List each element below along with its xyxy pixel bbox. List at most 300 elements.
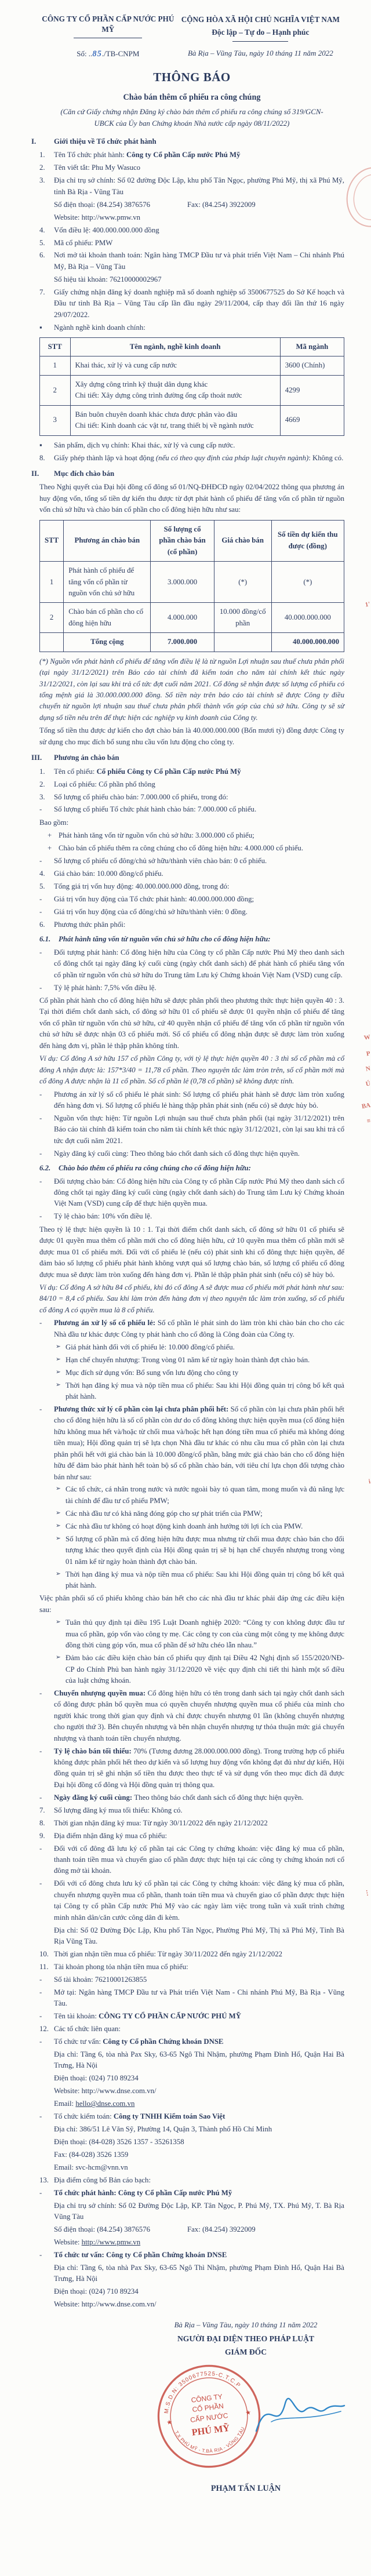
- table-header-cell: Số lượng cổ phần chào bán (cổ phần): [151, 520, 214, 561]
- list-marker: ➢: [56, 1654, 61, 1661]
- text-run: Tên tài khoản:: [54, 2012, 99, 2021]
- table-cell: 40.000.000.000: [271, 633, 344, 652]
- table-header-cell: STT: [40, 520, 64, 561]
- list-marker: 5.: [39, 882, 45, 891]
- text-run: Số điện thoại: (84.254) 3876576: [54, 2225, 150, 2234]
- paragraph-text: [54, 453, 344, 464]
- paragraph-text: [66, 1521, 344, 1532]
- paragraph: [56, 1355, 344, 1366]
- text-run: Website: http://www.dnse.com.vn/: [54, 2300, 157, 2309]
- paragraph-text: [54, 2299, 344, 2310]
- text-run: Ngày đăng ký cuối cùng:: [54, 1793, 134, 1802]
- paragraph: [39, 766, 344, 777]
- text-run: Nguồn vốn thực hiện: Từ nguồn Lợi nhuận sau thuế chưa phân phối (tại ngày 31/12/2021) trên Báo cáo tài chính đã kiểm toán cho năm tài chính kết thúc ngày 31/12/2021, còn lại sau khi trả cổ tức đợt cuối năm 2021.: [54, 1114, 344, 1145]
- paragraph: [39, 1282, 344, 1316]
- paragraph-text: [54, 2024, 344, 2035]
- text-run: Tài khoản phong tỏa nhận tiền mua cổ phiếu:: [54, 1962, 188, 1971]
- document-subtitle: Chào bán thêm cổ phiếu ra công chúng: [123, 92, 261, 102]
- list-marker: +: [48, 844, 52, 853]
- paragraph-text: [54, 919, 344, 930]
- list-marker: 11.: [39, 1962, 49, 1971]
- paragraph-text: [54, 779, 344, 790]
- paragraph-text: [54, 199, 344, 210]
- paragraph: [39, 995, 344, 1051]
- margin-stamp-fragment: Ú: [365, 1080, 371, 1088]
- text-run: http://www.pmw.vn: [81, 2238, 141, 2247]
- section-heading: [31, 136, 344, 147]
- table-cell: Xây dựng công trình kỹ thuật dân dụng khác Chi tiết: Xây dựng công trình đường ống cấp thoát nước: [70, 375, 280, 405]
- text-run: Ngày đăng ký cuối cùng: Theo thông báo chốt danh sách cổ đông thực hiện quyền.: [54, 1149, 300, 1158]
- text-run: Giá trị vốn huy động của cổ đông/chủ sở hữu/thành viên: 0 đồng.: [54, 907, 248, 916]
- list-marker: 6.2.: [39, 1164, 51, 1173]
- document-number-suffix: ./TB-CNPM: [101, 49, 140, 58]
- table-cell: (*): [214, 562, 271, 603]
- paragraph: [39, 725, 344, 748]
- paragraph-text: [39, 483, 344, 514]
- paragraph-text: [54, 983, 344, 994]
- text-run: Địa điểm nhận đăng ký mua cổ phiếu:: [54, 1831, 168, 1840]
- list-marker: I.: [31, 137, 37, 146]
- paragraph: [54, 2262, 344, 2285]
- paragraph: [39, 894, 344, 905]
- paragraph: [39, 238, 344, 249]
- paragraph: [39, 947, 344, 981]
- paragraph: [54, 2086, 344, 2097]
- text-run: Giấy phép thành lập và hoạt động: [54, 453, 156, 462]
- paragraph: [39, 983, 344, 994]
- paragraph-text: [54, 1211, 344, 1222]
- paragraph: [39, 1148, 344, 1159]
- table-header-cell: Tên ngành, nghề kinh doanh: [70, 338, 280, 356]
- table-row: [40, 375, 344, 405]
- paragraph: [39, 1113, 344, 1147]
- table-cell: 3600 (Chính): [280, 356, 344, 375]
- text-run: Các tổ chức, cá nhân trong nước và nước ngoài bày tỏ quan tâm, mong muốn và đủ năng lực tài chính để đầu tư cổ phiếu PMW;: [66, 1485, 344, 1505]
- margin-stamp-fragment: [341, 162, 371, 232]
- paragraph-text: [54, 2111, 344, 2122]
- document-legal-note: (Căn cứ Giấy chứng nhận Đăng ký chào bán thêm cổ phiếu ra công chúng số 319/GCN-UBCK của Ủy ban Chứng khoán Nhà nước cấp ngày 08/11/2022): [60, 108, 323, 128]
- text-run: Tỷ lệ phát hành: 7,5% vốn điều lệ.: [54, 983, 157, 992]
- text-run: 70% (Tương đương 28.000.000.000 đồng). Trong trường hợp cổ phiếu không được phân phối hết theo dự kiến và số lượng huy động vốn không đạt đủ như dự kiến, Hội đồng quản trị sẽ ghi nhận số tiền thu được theo thực tế và sử dụng vốn theo mục đích đã được Đại hội đồng cổ đông và Hội đồng quản trị thông qua.: [54, 1747, 344, 1789]
- list-marker: -: [39, 907, 42, 916]
- margin-stamp-fragment: N: [365, 1065, 371, 1073]
- text-run: (nếu có theo quy định của pháp luật chuyên ngành): [155, 453, 309, 462]
- text-run: Tỷ lệ chào bán tối thiểu:: [54, 1747, 134, 1755]
- paragraph: [39, 792, 344, 803]
- text-run: Cổ phiếu Công ty Cổ phần Cấp nước Phú Mỹ: [96, 767, 241, 776]
- text-run: Cổ phần phát hành cho cổ đông hiện hữu sẽ được phân phối theo phương thức thực hiện quyền 40 : 3. Tại thời điểm chốt danh sách, cổ đông sở hữu 01 cổ phiếu sẽ được 01 quyền nhận cổ phiếu để tăng vốn cổ phần từ nguồn vốn chủ sở hữu, cứ 40 quyền nhận cổ phiếu để tăng vốn cổ phần từ nguồn vốn chủ sở hữu sẽ được nhận 03 cổ phiếu mới. Số cổ phiếu cổ đông nhận được sẽ được làm tròn xuống đến hàng đơn vị, phần lẻ thập phân không tính.: [39, 996, 344, 1050]
- list-marker: -: [39, 1405, 42, 1413]
- paragraph-text: [54, 1688, 344, 1744]
- table-cell: Bán buôn chuyên doanh khác chưa được phân vào đâu Chi tiết: Kinh doanh các vật tư, trang thiết bị về ngành nước: [70, 405, 280, 435]
- table-cell: 7.000.000: [151, 633, 214, 652]
- paragraph: [39, 868, 344, 879]
- text-run: Tên viết tắt: Phu My Wasuco: [54, 163, 141, 172]
- list-marker: 7.: [39, 1806, 45, 1814]
- paragraph-text: [66, 1508, 344, 1519]
- paragraph: [39, 1987, 344, 2010]
- table-row: [40, 603, 344, 633]
- paragraph-text: [54, 907, 344, 918]
- text-run: : Không có.: [308, 453, 344, 462]
- text-run: Giá phát hành đối với cổ phiếu lẻ: 10.000 đồng/cổ phiếu.: [66, 1342, 235, 1351]
- paragraph-text: [54, 1843, 344, 1877]
- table-header-cell: STT: [40, 338, 71, 356]
- text-run: Theo thông báo chốt danh sách cổ đông thực hiện quyền.: [134, 1793, 304, 1802]
- text-run: Fax: (84.254) 3922009: [187, 2225, 256, 2234]
- paragraph: [39, 1053, 344, 1087]
- text-run: hello@dnse.com.vn: [75, 2100, 135, 2108]
- list-marker: ➢: [56, 1486, 61, 1493]
- text-run: Tổ chức kiểm toán:: [54, 2112, 114, 2121]
- paragraph: [39, 1089, 344, 1112]
- text-run: Vốn điều lệ: 400.000.000.000 đồng: [54, 225, 159, 234]
- list-marker: II.: [31, 470, 39, 478]
- text-run: Website: http://www.pmw.vn: [54, 213, 141, 221]
- text-run: Phát hành tăng vốn từ nguồn vốn chủ sở hữu cho cổ đông hiện hữu:: [59, 935, 271, 944]
- paragraph: [39, 175, 344, 198]
- signature-position: GIÁM ĐỐC: [224, 2347, 267, 2356]
- table-cell: 3.000.000: [151, 562, 214, 603]
- text-run: Thời hạn đăng ký mua và nộp tiền mua cổ phiếu: Sau khi Hội đồng quản trị công bố kết quả phát hành.: [66, 1570, 344, 1589]
- paragraph: [39, 150, 344, 161]
- list-marker: -: [39, 2188, 42, 2197]
- text-run: Địa chỉ: 386/51 Lê Văn Sỹ, Phường 14, Quận 3, Thành phố Hồ Chí Minh: [54, 2125, 272, 2134]
- paragraph: [39, 250, 344, 272]
- paragraph: [39, 1792, 344, 1803]
- paragraph: [39, 453, 344, 464]
- table-row: [40, 405, 344, 435]
- list-marker: 10.: [39, 1950, 49, 1959]
- document-number-prefix: Số: ..: [77, 49, 93, 58]
- paragraph: [56, 1653, 344, 1686]
- text-run: Số lượng cổ phiếu Tổ chức phát hành chào bán: 7.000.000 cổ phiếu.: [54, 805, 257, 814]
- table-header-cell: Số tiền dự kiến thu được (đồng): [271, 520, 344, 561]
- paragraph: [56, 1484, 344, 1507]
- paragraph: [54, 2137, 344, 2148]
- list-marker: 6.1.: [39, 935, 51, 944]
- paragraph-text: [59, 843, 344, 854]
- text-run: Ví dụ: Cổ đông A sở hữu 84 cổ phiếu, khi đó cổ đông A sẽ được mua cổ phiếu mới phát hành như sau: 84/10 = 8,4 cổ phiếu. Sau khi làm tròn đến hàng đơn vị theo nguyên tắc làm tròn xuống, số cổ phiếu cổ đông A có quyền mua là 8 cổ phiếu.: [39, 1283, 344, 1314]
- table-cell: (*): [271, 562, 344, 603]
- text-run: Công ty TNHH Kiểm toán Sao Việt: [113, 2112, 225, 2121]
- paragraph-text: [54, 162, 344, 173]
- list-marker: 6.: [39, 251, 45, 260]
- paragraph-text: [54, 894, 344, 905]
- paragraph: [54, 1925, 344, 1948]
- text-run: Số điện thoại: (84.254) 3876576: [54, 200, 150, 209]
- text-run: Tổ chức tư vấn: Công ty Cổ phần Chứng khoán DNSE: [54, 2251, 227, 2260]
- table-cell: 4.000.000: [151, 603, 214, 633]
- text-run: Giá chào bán: 10.000 đồng/cổ phiếu.: [54, 869, 163, 878]
- text-run: Website:: [54, 2238, 82, 2247]
- text-run: Tuân thủ quy định tại điều 195 Luật Doanh nghiệp 2020: “Công ty con không được đầu tư mua cổ phần, góp vốn vào công ty mẹ. Các công ty con của cùng một công ty mẹ không được đồng thời cùng góp vốn, mua cổ phần để sở hữu chéo lẫn nhau.”: [66, 1618, 344, 1650]
- signature-block: [39, 2320, 344, 2495]
- subsection-heading: [39, 1163, 344, 1174]
- header-divider: [232, 41, 288, 42]
- offering-plan-table: [39, 520, 344, 652]
- list-marker: ➢: [56, 1343, 61, 1350]
- paragraph: [54, 2098, 344, 2109]
- signature-column: [147, 2320, 344, 2495]
- paragraph-text: [54, 766, 344, 777]
- table-cell: Tổng cộng: [64, 633, 151, 652]
- text-run: Mã cổ phiếu: PMW: [54, 238, 113, 247]
- text-run: Các nhà đầu tư không có hoạt động kinh doanh ảnh hưởng tới lợi ích của PMW.: [66, 1522, 303, 1530]
- paragraph: [39, 1211, 344, 1222]
- list-marker: 1.: [39, 767, 45, 776]
- paragraph: [39, 1593, 344, 1616]
- paragraph: [39, 162, 344, 173]
- list-marker: 2.: [39, 163, 45, 172]
- list-marker: -: [39, 948, 42, 956]
- paragraph-text: [54, 2073, 344, 2084]
- paragraph-text: [66, 1342, 344, 1353]
- paragraph-text: [54, 804, 344, 815]
- stamp-company-line2: CỔ PHẦN: [191, 2402, 224, 2414]
- margin-stamp-fragment: ⋮: [363, 1889, 371, 1897]
- list-marker: ➢: [56, 1509, 61, 1516]
- text-run: Hạn chế chuyển nhượng: Trong vòng 01 năm kể từ ngày hoàn thành đợt chào bán.: [66, 1355, 310, 1364]
- paragraph-text: [54, 2262, 344, 2285]
- paragraph: [54, 2286, 344, 2297]
- list-marker: -: [39, 2037, 42, 2046]
- national-motto: Độc lập – Tự do – Hạnh phúc: [212, 28, 310, 37]
- text-run: Việc phân phối số cổ phiếu không chào bán hết cho các nhà đầu tư khác phải đáp ứng các điều kiện sau:: [39, 1594, 344, 1614]
- text-run: Bao gồm:: [39, 818, 69, 827]
- text-run: Email: svc-hcm@vnn.vn: [54, 2163, 128, 2171]
- national-title: CỘNG HÒA XÃ HỘI CHỦ NGHĨA VIỆT NAM: [181, 15, 340, 24]
- text-run: Thời hạn đăng ký mua và nộp tiền mua cổ phiếu: Sau khi Hội đồng quản trị công bố kết quả phát hành.: [66, 1381, 344, 1400]
- list-marker: 8.: [39, 453, 45, 462]
- list-marker: 8.: [39, 1818, 45, 1827]
- signature-place-date: Bà Rịa – Vũng Tàu, ngày 10 tháng 11 năm 2022: [174, 2320, 318, 2329]
- table-row: [40, 633, 344, 652]
- text-run: Đối tượng phát hành: Cổ đông hiện hữu của Công ty cổ phần Cấp nước Phú Mỹ theo danh sách cổ đông chốt tại ngày đăng ký cuối cùng (ngày chốt danh sách) để phát hành cổ phiếu tăng vốn cổ phần từ nguồn vốn chủ sở hữu do Trung tâm Lưu ký Chứng khoán Việt Nam (VSD) cung cấp.: [54, 948, 344, 979]
- text-run: Website: http://www.dnse.com.vn/: [54, 2087, 157, 2095]
- table-cell: 1: [40, 356, 71, 375]
- text-run: Phương thức xử lý cổ phần còn lại chưa phân phối hết:: [54, 1405, 231, 1413]
- handwritten-number: 85: [92, 49, 102, 59]
- paragraph: [39, 1224, 344, 1280]
- table-cell: Chào bán cổ phần cho cổ đông hiện hữu: [64, 603, 151, 633]
- text-run: Công ty Cổ phần Cấp nước Phú Mỹ: [126, 151, 241, 159]
- paragraph-text: [66, 1367, 344, 1378]
- paragraph: [39, 2188, 344, 2199]
- paragraph: [39, 1878, 344, 1923]
- paragraph-text: [39, 1054, 344, 1085]
- table-cell: [40, 633, 64, 652]
- section-heading: [31, 752, 344, 763]
- text-run: Mục đích sử dụng vốn: Bổ sung vốn lưu động cho công ty: [66, 1368, 239, 1377]
- list-marker: -: [39, 857, 42, 865]
- list-marker: -: [39, 1319, 42, 1327]
- table-row: [40, 356, 344, 375]
- issuer-header-block: [39, 14, 177, 60]
- list-marker: 2.: [39, 780, 45, 788]
- table-cell: 2: [40, 603, 64, 633]
- paragraph: [39, 225, 344, 236]
- table-cell: Khai thác, xử lý và cung cấp nước: [70, 356, 280, 375]
- paragraph-text: [54, 440, 344, 451]
- paragraph-text: [54, 2036, 344, 2047]
- paragraph-text: [54, 1176, 344, 1210]
- paragraph: [39, 1962, 344, 1973]
- list-marker: ➢: [56, 1381, 61, 1388]
- stamp-company-line1: CÔNG TY: [190, 2392, 223, 2405]
- paragraph: [39, 1404, 344, 1483]
- list-marker: -: [39, 895, 42, 904]
- paragraph-text: [54, 150, 344, 161]
- table-cell: 1: [40, 562, 64, 603]
- list-marker: -: [39, 1844, 42, 1853]
- paragraph-text: [54, 2237, 344, 2248]
- list-marker: 7.: [39, 288, 45, 296]
- paragraph-text: [54, 2175, 344, 2186]
- text-run: Các tổ chức liên quan:: [54, 2025, 121, 2033]
- paragraph-text: [54, 1831, 344, 1842]
- text-run: Chào bán cổ phiếu thêm ra công chúng cho cổ đông hiện hữu: 4.000.000 cổ phiếu.: [59, 844, 304, 853]
- paragraph: [39, 1176, 344, 1210]
- paragraph-text: [54, 1925, 344, 1948]
- paragraph: [54, 2299, 344, 2310]
- paragraph: [54, 2124, 344, 2135]
- paragraph: [39, 1949, 344, 1960]
- list-marker: -: [39, 2251, 42, 2260]
- paragraph-text: [54, 2124, 344, 2135]
- list-marker: -: [39, 805, 42, 814]
- list-marker: 1.: [39, 151, 45, 159]
- paragraph-text: [66, 1380, 344, 1403]
- table-header-cell: Giá chào bán: [214, 520, 271, 561]
- table-header-cell: Mã ngành: [280, 338, 344, 356]
- paragraph-text: [59, 934, 344, 945]
- margin-stamp-fragment: i: [368, 1478, 371, 1486]
- text-run: Địa điểm công bố Bản cáo bạch:: [54, 2175, 151, 2184]
- paragraph-text: [54, 274, 344, 285]
- text-run: Tên cổ phiếu:: [54, 767, 97, 776]
- paragraph-text: [39, 1225, 344, 1279]
- margin-stamp-fragment: BA: [361, 1101, 371, 1111]
- list-marker: +: [48, 831, 52, 840]
- text-run: Nơi mở tài khoản thanh toán: Ngân hàng TMCP Đầu tư và phát triển Việt Nam – Chi nhánh Phú Mỹ, Bà Rịa – Vũng Tàu: [54, 251, 344, 271]
- paragraph: [39, 2011, 344, 2022]
- subsection-heading: [39, 934, 344, 945]
- paragraph-text: [54, 225, 344, 236]
- paragraph-text: [39, 1594, 344, 1613]
- paragraph-text: [54, 2250, 344, 2261]
- paragraph: [54, 274, 344, 285]
- stamp-company-line4: PHÚ MỸ: [191, 2422, 231, 2439]
- list-marker: -: [39, 1177, 42, 1185]
- list-marker: -: [39, 1090, 42, 1098]
- paragraph-text: [39, 657, 344, 722]
- list-marker: 12.: [39, 2025, 49, 2033]
- list-marker: -: [39, 1975, 42, 1984]
- issuer-name: CÔNG TY CỔ PHẦN CẤP NƯỚC PHÚ MỸ: [42, 14, 174, 34]
- paragraph: [56, 1617, 344, 1651]
- list-marker: -: [39, 1988, 42, 1996]
- text-run: Số lượng cổ phiếu chào bán: 7.000.000 cổ phiếu, trong đó:: [54, 792, 228, 801]
- paragraph-text: [39, 996, 344, 1050]
- list-marker: -: [39, 2012, 42, 2021]
- list-marker: -: [39, 1747, 42, 1755]
- paragraph: [54, 199, 344, 210]
- paragraph-text: [54, 2049, 344, 2072]
- text-run: Mục đích chào bán: [54, 470, 115, 478]
- paragraph-text: [54, 287, 344, 321]
- paragraph-text: [54, 175, 344, 198]
- text-run: Điện thoại: (024) 710 89234: [54, 2287, 139, 2296]
- paragraph-text: [66, 1355, 344, 1366]
- text-run: Địa chỉ: Tầng 6, tòa nhà Pax Sky, 63-65 Ngô Thì Nhậm, phường Phạm Đình Hổ, Quận Hai Bà Trưng, Hà Nội: [54, 2263, 344, 2283]
- paragraph-text: [54, 250, 344, 272]
- paragraph-text: [54, 1949, 344, 1960]
- paragraph: [39, 1974, 344, 1985]
- paragraph: [39, 287, 344, 321]
- paragraph: [39, 907, 344, 918]
- text-run: Email:: [54, 2100, 76, 2108]
- paragraph: [54, 2237, 344, 2248]
- text-run: Địa chỉ: Tầng 6, tòa nhà Pax Sky, 63-65 Ngô Thì Nhậm, phường Phạm Đình Hổ, Quận Hai Bà Trưng, Hà Nội: [54, 2050, 344, 2070]
- document-title: THÔNG BÁO: [153, 70, 231, 84]
- list-marker: 4.: [39, 869, 45, 878]
- paragraph-text: [54, 856, 344, 867]
- paragraph-text: [54, 2086, 344, 2097]
- paragraph-text: [54, 1792, 344, 1803]
- margin-stamp-fragment: ≡: [366, 1117, 371, 1125]
- paragraph: [54, 2162, 344, 2173]
- text-run: Giới thiệu về Tổ chức phát hành: [54, 137, 157, 146]
- paragraph: [56, 1521, 344, 1532]
- paragraph-text: [59, 830, 344, 841]
- margin-stamp-fragment: 1': [365, 601, 371, 609]
- paragraph: [39, 804, 344, 815]
- paragraph: [39, 817, 344, 828]
- paragraph: [56, 1534, 344, 1567]
- paragraph-text: [66, 1569, 344, 1592]
- paragraph-text: [54, 2224, 344, 2235]
- text-run: Số lượng đăng ký mua tối thiểu: Không có.: [54, 1806, 183, 1814]
- list-marker: 6.: [39, 920, 45, 929]
- paragraph: [56, 1342, 344, 1353]
- text-run: Phương án xử lý số cổ phiếu lẻ phát sinh: Số lượng cổ phiếu phát hành sẽ được làm tròn xuống đến hàng đơn vị. Số lượng cổ phiếu lẻ hàng thập phân phát sinh (nếu có) sẽ được hủy bỏ.: [54, 1090, 344, 1109]
- paragraph-text: [54, 1148, 344, 1159]
- paragraph-text: [54, 1318, 344, 1340]
- paragraph: [48, 830, 344, 841]
- list-marker: 9.: [39, 1831, 45, 1840]
- list-marker: ▪: [39, 323, 42, 332]
- text-run: Đối tượng chào bán: Cổ đông hiện hữu của Công ty cổ phần Cấp nước Phú Mỹ theo danh sách cổ đông chốt tại ngày đăng ký cuối cùng (ngày chốt danh sách) do Trung tâm Lưu ký Chứng khoán Việt Nam (VSD) cung cấp để thực hiện quyền mua.: [54, 1177, 344, 1208]
- paragraph-text: [54, 2162, 344, 2173]
- document-header: [39, 14, 344, 60]
- list-marker: -: [39, 983, 42, 992]
- paragraph-text: [66, 1484, 344, 1507]
- signatory-name: PHẠM TẤN LUẬN: [210, 2484, 281, 2494]
- list-marker: ▪: [39, 441, 42, 449]
- paragraph: [39, 1843, 344, 1877]
- text-run: Đối với cổ đông đã lưu ký cổ phần tại các Công ty chứng khoán: việc đăng ký mua cổ phần, thanh toán tiền mua và chuyển giao cổ phần được thực hiện tại các công ty chứng khoán nơi cổ đông mở tài khoản.: [54, 1844, 344, 1875]
- paragraph-text: [54, 1962, 344, 1973]
- list-marker: ➢: [56, 1369, 61, 1376]
- stamp-company-line3: CẤP NƯỚC: [190, 2411, 229, 2425]
- paragraph: [39, 1818, 344, 1829]
- table-cell: 4299: [280, 375, 344, 405]
- paragraph: [54, 2224, 344, 2235]
- list-marker: ➢: [56, 1356, 61, 1363]
- stamp-star-right: ★: [245, 2409, 252, 2417]
- table-cell: 10.000 đồng/cổ phần: [214, 603, 271, 633]
